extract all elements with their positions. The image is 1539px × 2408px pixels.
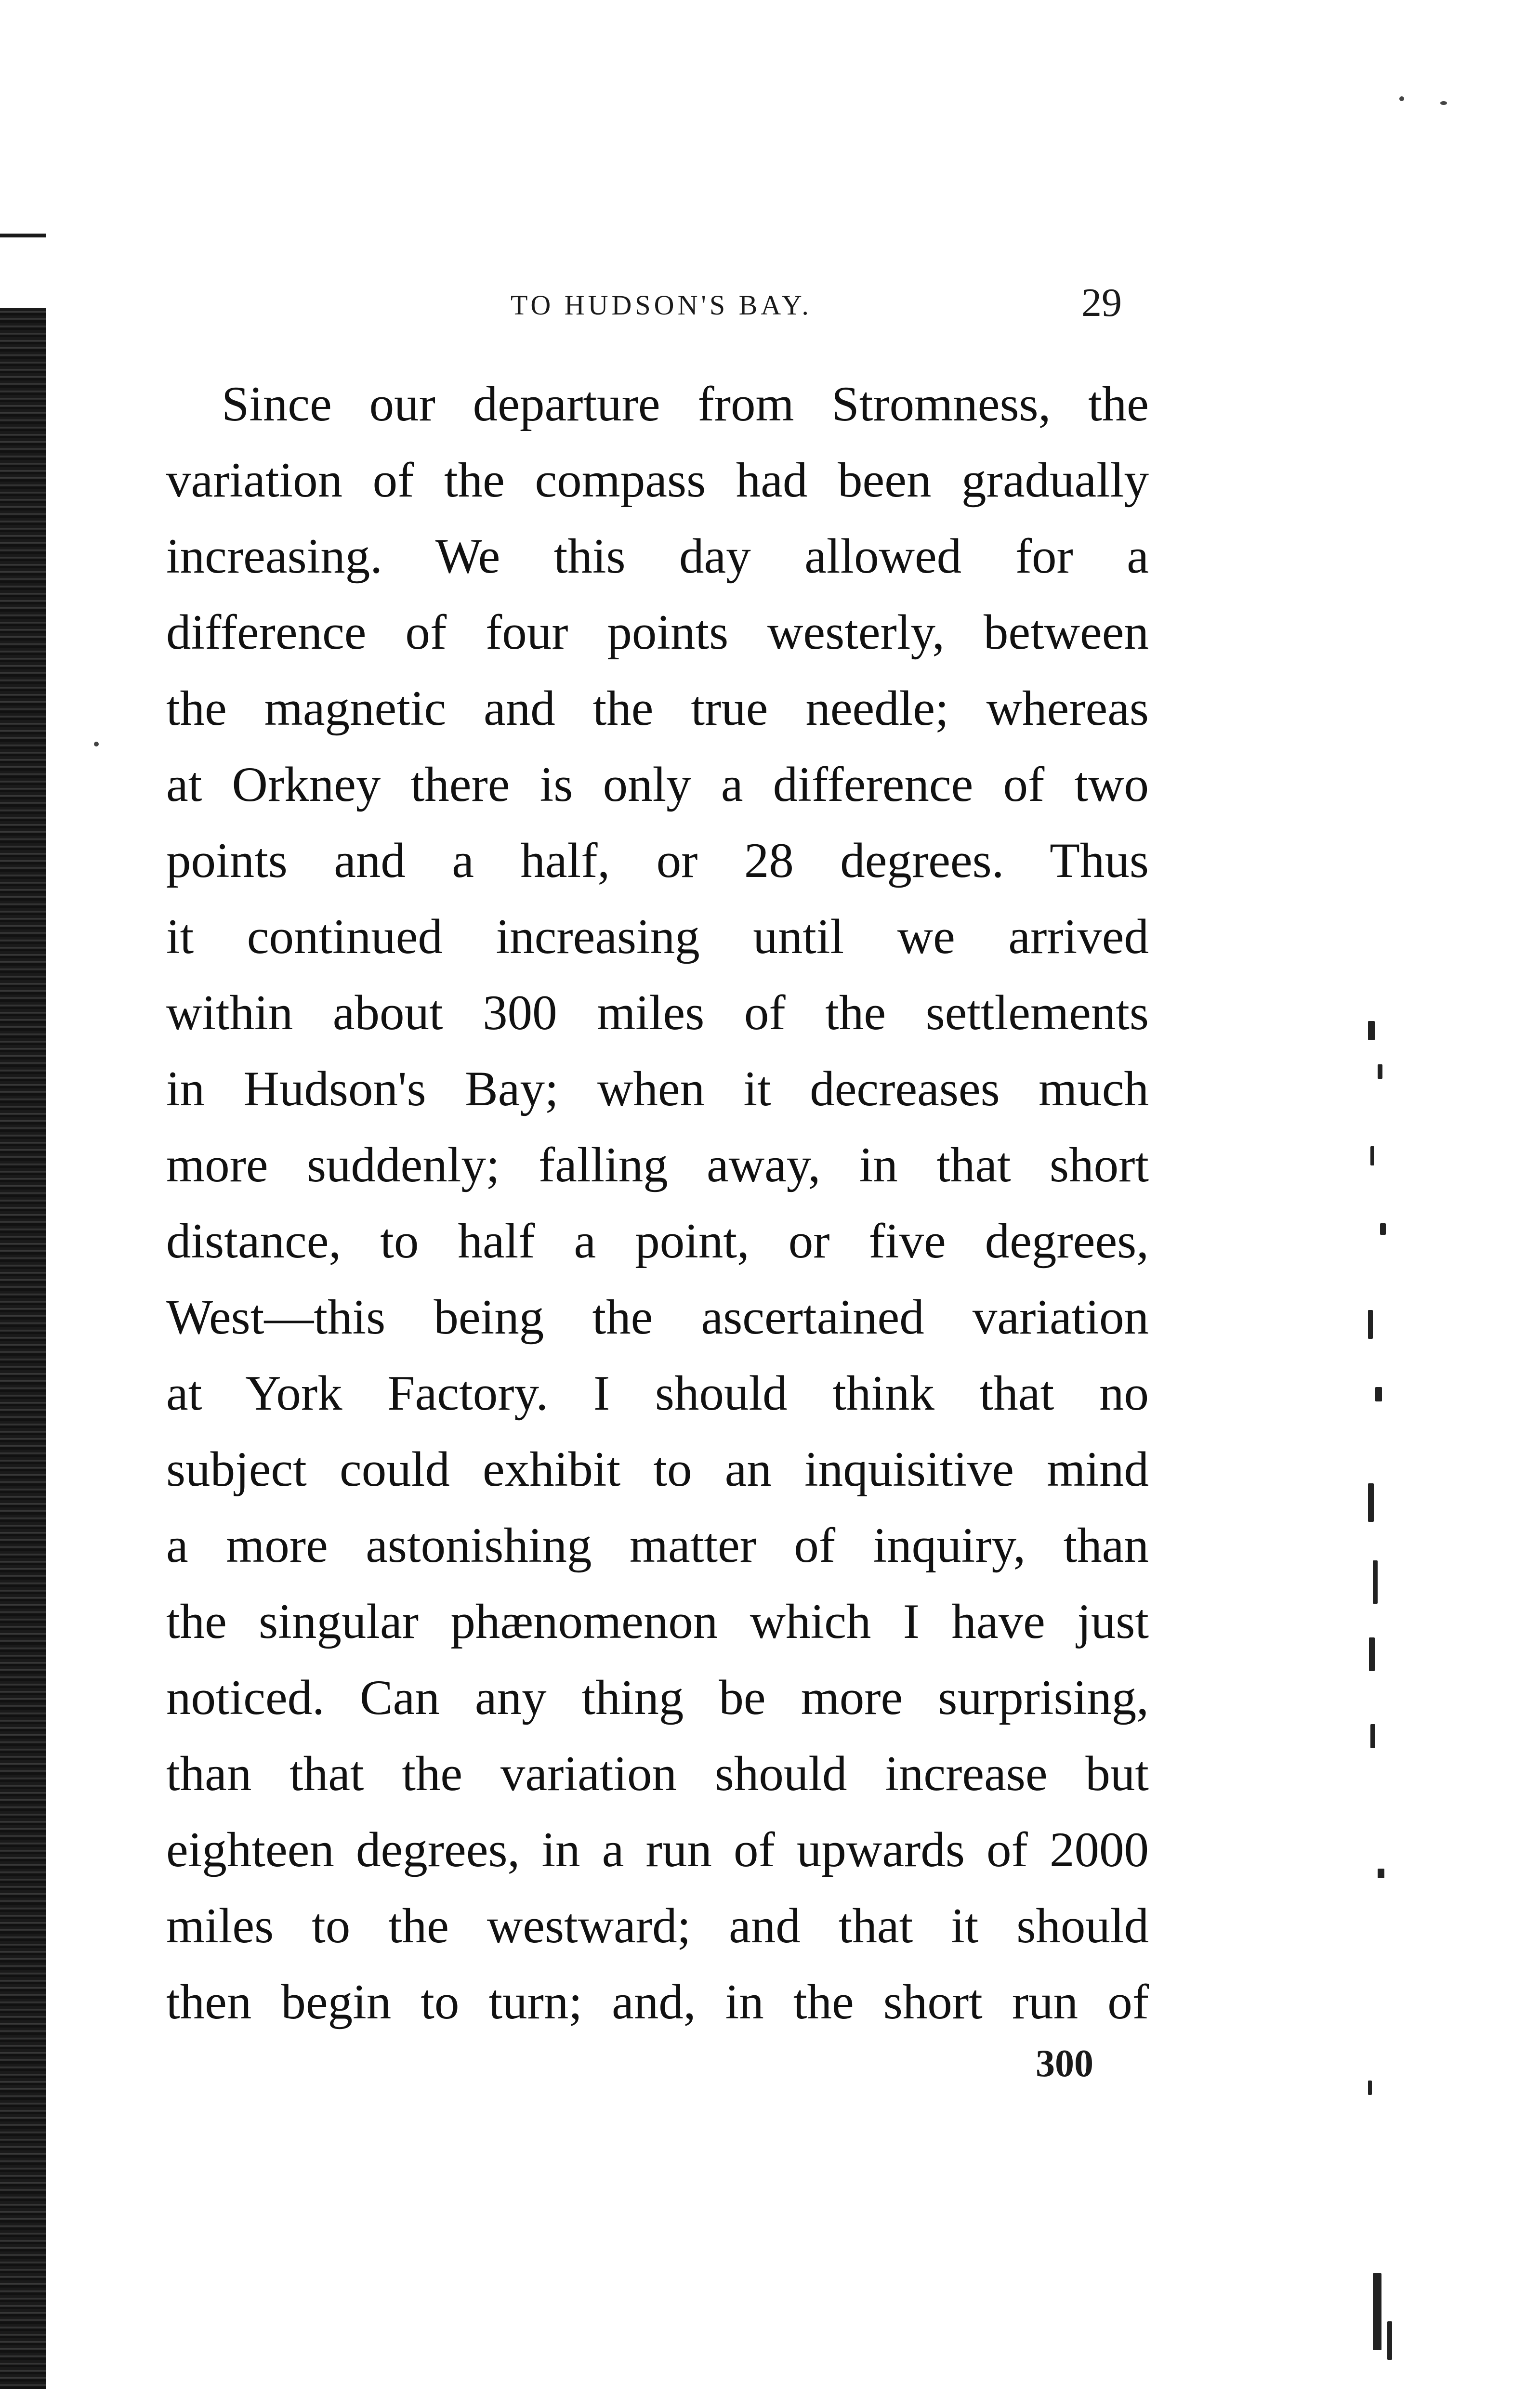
text-line: distance, to half a point, or five degrees, [166,1214,1149,1269]
binding-mark [0,234,46,237]
text-line: it continued increasing until we arrived [166,909,1149,964]
text-line: increasing. We this day allowed for a [166,529,1149,584]
text-line: miles to the westward; and that it should [166,1898,1149,1953]
text-line: noticed. Can any thing be more surprising, [166,1670,1149,1725]
text-line: subject could exhibit to an inquisitive mind [166,1442,1149,1497]
catchword: 300 [1036,2042,1093,2085]
text-line: the singular phænomenon which I have just [166,1594,1149,1649]
body-text [166,366,1149,2040]
margin-speckles [1358,1021,1421,2408]
text-line: a more astonishing matter of inquiry, than [166,1518,1149,1573]
text-line: eighteen degrees, in a run of upwards of 2000 [166,1822,1149,1877]
text-line: the magnetic and the true needle; whereas [166,681,1149,736]
text-line: then begin to turn; and, in the short run of [166,1975,1149,2029]
text-line: within about 300 miles of the settlements [166,985,1149,1040]
running-head: TO HUDSON'S BAY. [511,289,812,321]
text-line: in Hudson's Bay; when it decreases much [166,1061,1149,1116]
text-line: at Orkney there is only a difference of two [166,757,1149,812]
text-line: than that the variation should increase but [166,1746,1149,1801]
text-line: points and a half, or 28 degrees. Thus [166,833,1149,888]
text-line: at York Factory. I should think that no [166,1366,1149,1421]
stray-ink-mark [1399,96,1404,101]
text-line: difference of four points westerly, between [166,605,1149,660]
text-line: variation of the compass had been gradually [166,453,1149,508]
text-line: more suddenly; falling away, in that short [166,1138,1149,1192]
stray-ink-mark [1440,101,1447,105]
text-line: West—this being the ascertained variation [166,1290,1149,1345]
stray-ink-mark [94,742,99,746]
book-binding-edge [0,308,46,2389]
text-line: Since our departure from Stromness, the [222,377,1149,432]
page-number: 29 [1081,280,1122,325]
